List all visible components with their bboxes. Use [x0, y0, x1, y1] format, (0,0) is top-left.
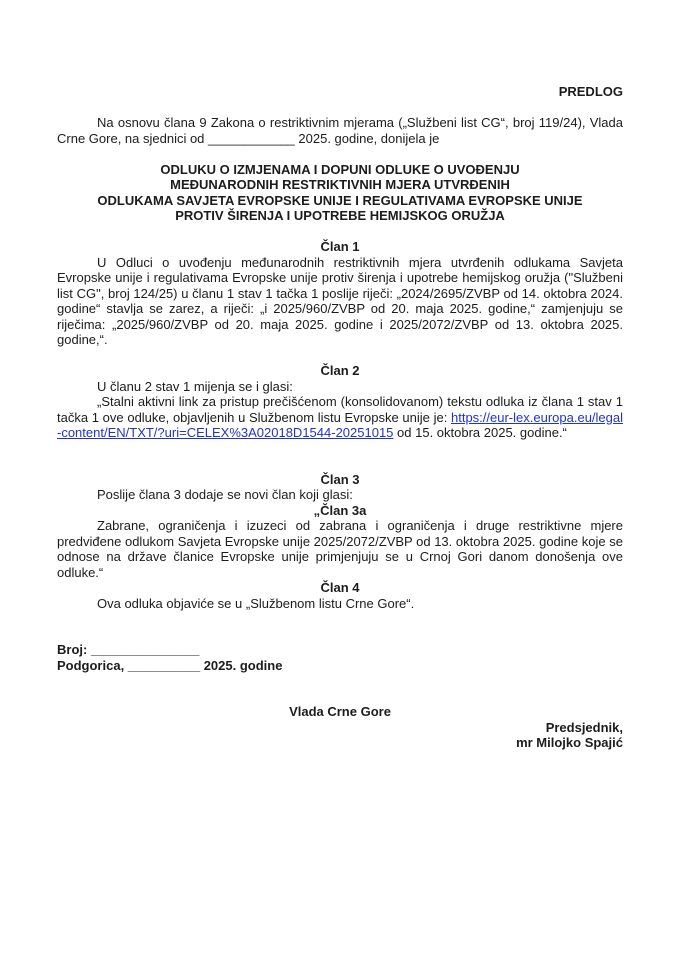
spacer	[57, 146, 623, 162]
article-1-heading: Član 1	[320, 239, 360, 254]
title-line-2: MEĐUNARODNIH RESTRIKTIVNIH MJERA UTVRĐENIH	[170, 177, 510, 192]
article-4-body: Ova odluka objaviće se u „Službenom listu Crne Gore“.	[97, 595, 415, 611]
article-2-heading: Član 2	[320, 363, 360, 378]
spacer	[57, 441, 623, 472]
article-2-body	[57, 394, 623, 441]
article-1-body: U Odluci o uvođenju međunarodnih restriktivnih mjera utvrđenih odlukama Savjeta Evropske unije i regulativama Evropske unije protiv širenja i upotrebe hemijskog oružja ("Službeni list CG", broj 124/25) u članu 1 stav 1 tačka 1 poslije riječi: „2024/2695/ZVBP od 14. oktobra 2024. godine“ stavlja se zarez, a riječi: „i 2025/960/ZVBP od 20. maja 2025. godine,“ zamjenjuju se riječima: „2025/960/ZVBP od 20. maja 2025. godine i 2025/2072/ZVBP od 13. oktobra 2025. godine,“.	[57, 254, 623, 347]
document-title	[57, 162, 623, 224]
spacer	[57, 673, 623, 704]
number-line: Broj: _______________	[57, 642, 200, 657]
spacer	[57, 348, 623, 364]
article-2-intro: U članu 2 stav 1 mijenja se i glasi:	[97, 378, 293, 394]
article-3-intro: Poslije člana 3 dodaje se novi član koji glasi:	[97, 487, 353, 502]
signature-name: mr Milojko Spajić	[516, 735, 623, 750]
title-line-1: ODLUKU O IZMJENAMA I DOPUNI ODLUKE O UVOĐENJU	[160, 161, 520, 177]
spacer	[57, 611, 623, 642]
spacer	[57, 100, 623, 116]
signature-role: Predsjednik,	[545, 719, 623, 735]
document-tag: PREDLOG	[558, 84, 623, 99]
article-3-heading: Član 3	[320, 471, 360, 487]
title-line-4: PROTIV ŠIRENJA I UPOTREBE HEMIJSKOG ORUŽJA	[175, 208, 505, 223]
article-2-text-before-link: „Stalni aktivni link za pristup prečišćenom (konsolidovanom) tekstu odluka iz člana 1 stav 1 tačka 1 ove odluke, objavljenih u Službenom listu Evropske unije je:	[57, 394, 623, 425]
intro-paragraph: Na osnovu člana 9 Zakona o restriktivnim mjerama („Službeni list CG“, broj 119/24), Vlada Crne Gore, na sjednici od ____________ 2025. godine, donijela je	[57, 115, 623, 146]
article-4-heading: Član 4	[320, 580, 360, 595]
eur-lex-link[interactable]: https://eur-lex.europa.eu/legal-content/EN/TXT/?uri=CELEX%3A02018D1544-20251015	[57, 409, 623, 440]
place-date-line: Podgorica, __________ 2025. godine	[57, 657, 283, 673]
article-2-text-after-link: od 15. oktobra 2025. godine.“	[393, 425, 567, 440]
government-name: Vlada Crne Gore	[289, 704, 391, 719]
article-3a-body: Zabrane, ograničenja i izuzeci od zabrana i ograničenja i druge restriktivne mjere predviđene odlukom Savjeta Evropske unije 2025/2072/ZVBP od 13. oktobra 2025. godine koje se odnose na države članice Evropske unije primjenjuju se u Crnoj Gori danom donošenja ove odluke.“	[57, 518, 623, 580]
article-3a-heading: „Član 3a	[313, 502, 367, 518]
spacer	[57, 224, 623, 240]
title-line-3: ODLUKAMA SAVJETA EVROPSKE UNIJE I REGULATIVAMA EVROPSKE UNIJE	[97, 192, 583, 208]
